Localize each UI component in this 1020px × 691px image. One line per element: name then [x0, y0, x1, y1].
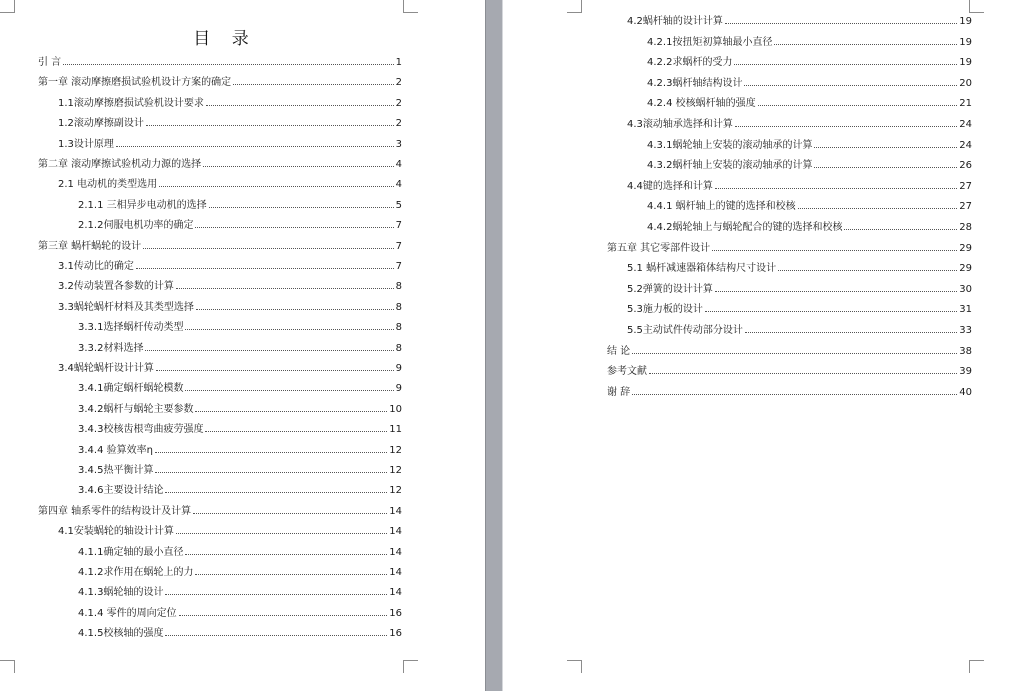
toc-entry[interactable]: [78, 321, 402, 335]
toc-entry-page: 14: [389, 526, 402, 538]
toc-entry[interactable]: [78, 382, 402, 396]
toc-dot-leader: [195, 403, 387, 412]
toc-entry-page: 27: [959, 180, 972, 192]
page-corner-mark: [969, 0, 984, 13]
toc-entry-page: 29: [959, 242, 972, 254]
toc-entry[interactable]: [627, 283, 972, 297]
toc-dot-leader: [195, 566, 387, 575]
toc-dot-leader: [116, 138, 394, 147]
toc-entry[interactable]: [78, 423, 402, 437]
toc-entry-page: 14: [389, 505, 402, 517]
toc-entry-page: 16: [389, 628, 402, 640]
toc-entry-label: 第四章 轴系零件的结构设计及计算: [38, 505, 192, 517]
toc-dot-leader: [632, 345, 957, 354]
toc-entry[interactable]: [647, 159, 972, 173]
page-corner-mark: [969, 660, 984, 673]
toc-entry-page: 24: [959, 119, 972, 130]
toc-entry-label: 2.1.1 三相异步电动机的选择: [78, 199, 207, 211]
toc-entry-page: 7: [395, 220, 402, 232]
toc-entry[interactable]: [78, 342, 402, 356]
toc-entry-page: 31: [959, 304, 972, 316]
toc-entry-page: 8: [395, 301, 402, 313]
toc-dot-leader: [206, 97, 394, 106]
toc-dot-leader: [185, 321, 393, 330]
toc-entry-label: 3.2传动装置各参数的计算: [58, 281, 174, 293]
toc-entry-label: 4.4.1 蜗杆轴上的键的选择和校核: [647, 201, 796, 213]
toc-dot-leader: [185, 382, 393, 391]
toc-entry[interactable]: [627, 303, 972, 317]
document-page-left: [0, 0, 485, 691]
toc-dot-leader: [155, 444, 387, 453]
toc-entry-label: 4.1.2求作用在蜗轮上的力: [78, 567, 194, 578]
toc-entry[interactable]: [647, 36, 972, 50]
toc-dot-leader: [734, 56, 957, 65]
toc-entry-page: 28: [959, 222, 972, 233]
toc-entry[interactable]: [647, 77, 972, 91]
page-gutter-edge: [485, 0, 486, 691]
toc-entry[interactable]: [647, 97, 972, 111]
toc-dot-leader: [844, 221, 957, 230]
toc-dot-leader: [715, 283, 957, 292]
toc-entry-label: 5.2弹簧的设计计算: [627, 283, 713, 295]
toc-dot-leader: [632, 386, 957, 395]
toc-entry[interactable]: [38, 158, 402, 172]
toc-entry[interactable]: [607, 386, 972, 400]
toc-entry-page: 19: [959, 36, 972, 48]
toc-dot-leader: [159, 178, 394, 187]
toc-entry-label: 参考文献: [607, 366, 647, 378]
toc-entry-label: 第二章 滚动摩擦试验机动力源的选择: [38, 159, 202, 170]
toc-entry-page: 19: [959, 16, 972, 27]
toc-entry-label: 3.1传动比的确定: [58, 261, 134, 272]
toc-entry-page: 14: [389, 546, 402, 558]
toc-entry[interactable]: [58, 138, 402, 152]
toc-entry-page: 2: [395, 77, 402, 89]
toc-entry-label: 4.1.1确定轴的最小直径: [78, 546, 184, 558]
toc-entry-label: 2.1 电动机的类型选用: [58, 179, 158, 191]
toc-entry-label: 4.4.2蜗轮轴上与蜗轮配合的键的选择和校核: [647, 222, 843, 233]
toc-entry[interactable]: [78, 586, 402, 600]
toc-entry-label: 1.3设计原理: [58, 138, 114, 150]
document-page-right: [503, 0, 1020, 691]
toc-entry[interactable]: [627, 15, 972, 29]
toc-entry-label: 3.4.3校核齿根弯曲疲劳强度: [78, 424, 204, 436]
toc-entry[interactable]: [58, 362, 402, 376]
toc-entry-label: 4.2蜗杆轴的设计计算: [627, 16, 723, 27]
toc-entry-page: 7: [395, 261, 402, 272]
toc-entry[interactable]: [38, 240, 402, 254]
toc-entry-label: 2.1.2伺服电机功率的确定: [78, 220, 194, 232]
toc-entry[interactable]: [58, 178, 402, 192]
toc-entry-page: 1: [395, 57, 402, 68]
toc-dot-leader: [193, 505, 387, 514]
toc-entry[interactable]: [78, 627, 402, 641]
toc-dot-leader: [136, 260, 394, 269]
toc-entry[interactable]: [38, 76, 402, 90]
toc-entry-label: 结 论: [607, 345, 631, 357]
toc-entry[interactable]: [607, 242, 972, 256]
toc-entry-label: 4.2.1按扭矩初算轴最小直径: [647, 36, 773, 48]
toc-entry[interactable]: [78, 403, 402, 417]
toc-dot-leader: [233, 76, 393, 85]
toc-entry-page: 8: [395, 281, 402, 293]
toc-entry[interactable]: [647, 139, 972, 153]
toc-dot-leader: [179, 607, 388, 616]
toc-dot-leader: [758, 97, 958, 106]
toc-entry-page: 8: [395, 322, 402, 334]
toc-dot-leader: [745, 324, 957, 333]
toc-dot-leader: [143, 240, 393, 249]
toc-entry-page: 5: [395, 199, 402, 211]
toc-entry[interactable]: [58, 97, 402, 111]
toc-dot-leader: [165, 484, 387, 493]
toc-entry[interactable]: [647, 56, 972, 70]
toc-entry-label: 4.1.3蜗轮轴的设计: [78, 587, 164, 599]
toc-entry-label: 3.3蜗轮蜗杆材料及其类型选择: [58, 301, 194, 313]
toc-entry-page: 14: [389, 567, 402, 578]
page-corner-mark: [0, 660, 15, 673]
toc-entry-label: 4.1.5校核轴的强度: [78, 628, 164, 640]
toc-entry-label: 第一章 滚动摩擦磨损试验机设计方案的确定: [38, 77, 232, 89]
toc-entry[interactable]: [627, 118, 972, 132]
toc-dot-leader: [712, 242, 957, 251]
toc-dot-leader: [205, 423, 387, 432]
page-corner-mark: [403, 660, 418, 673]
toc-dot-leader: [744, 77, 957, 86]
toc-entry[interactable]: [607, 345, 972, 359]
toc-entry-label: 引 言: [38, 57, 62, 68]
toc-entry[interactable]: [78, 566, 402, 580]
page-gutter: [486, 0, 502, 691]
toc-dot-leader: [195, 219, 393, 228]
toc-entry-label: 第五章 其它零部件设计: [607, 242, 711, 254]
toc-entry-label: 4.2.3蜗杆轴结构设计: [647, 77, 743, 89]
toc-entry-page: 7: [395, 240, 402, 252]
toc-entry-page: 12: [389, 444, 402, 456]
toc-entry-page: 4: [395, 179, 402, 191]
toc-dot-leader: [705, 303, 957, 312]
toc-entry-label: 第三章 蜗杆蜗轮的设计: [38, 240, 142, 252]
toc-entry-page: 8: [395, 342, 402, 354]
toc-entry-page: 38: [959, 345, 972, 357]
toc-entry-label: 4.3.2蜗杆轴上安装的滚动轴承的计算: [647, 160, 813, 172]
toc-entry-label: 3.3.1选择蜗杆传动类型: [78, 322, 184, 334]
toc-dot-leader: [774, 36, 957, 45]
toc-entry[interactable]: [78, 484, 402, 498]
toc-entry-label: 3.3.2材料选择: [78, 342, 144, 354]
toc-dot-leader: [156, 362, 394, 371]
toc-dot-leader: [814, 159, 957, 168]
toc-entry-page: 16: [389, 607, 402, 619]
toc-dot-leader: [725, 15, 957, 24]
toc-entry-page: 11: [389, 424, 402, 436]
toc-entry[interactable]: [58, 525, 402, 539]
toc-dot-leader: [165, 627, 387, 636]
toc-entry-page: 19: [959, 57, 972, 69]
toc-entry[interactable]: [627, 324, 972, 338]
toc-entry-label: 5.3施力板的设计: [627, 304, 703, 316]
toc-entry-label: 5.1 蜗杆减速器箱体结构尺寸设计: [627, 263, 777, 275]
toc-entry-label: 4.2.4 校核蜗杆轴的强度: [647, 98, 756, 110]
toc-dot-leader: [145, 342, 393, 351]
toc-entry[interactable]: [627, 262, 972, 276]
toc-dot-leader: [649, 365, 957, 374]
toc-dot-leader: [155, 464, 387, 473]
toc-entry-label: 3.4.5热平衡计算: [78, 465, 154, 476]
toc-entry[interactable]: [78, 199, 402, 213]
toc-entry-page: 12: [389, 465, 402, 476]
toc-dot-leader: [63, 56, 393, 65]
page-corner-mark: [403, 0, 418, 13]
toc-dot-leader: [203, 158, 393, 167]
toc-title: 目 录: [193, 29, 257, 49]
toc-entry-label: 3.4.4 验算效率η: [78, 444, 153, 456]
toc-entry-page: 21: [959, 98, 972, 110]
toc-entry-page: 20: [959, 77, 972, 89]
toc-entry-page: 14: [389, 587, 402, 599]
toc-dot-leader: [798, 200, 958, 209]
page-corner-mark: [0, 0, 15, 13]
toc-entry-page: 33: [959, 325, 972, 336]
toc-entry[interactable]: [647, 200, 972, 214]
toc-dot-leader: [185, 546, 387, 555]
toc-entry[interactable]: [627, 180, 972, 194]
toc-entry[interactable]: [78, 219, 402, 233]
toc-entry-label: 3.4.6主要设计结论: [78, 485, 164, 497]
toc-entry-label: 4.2.2求蜗杆的受力: [647, 57, 733, 69]
toc-entry-page: 40: [959, 386, 972, 398]
toc-entry[interactable]: [58, 117, 402, 131]
toc-entry-page: 12: [389, 485, 402, 497]
toc-entry-page: 30: [959, 283, 972, 295]
toc-entry[interactable]: [78, 607, 402, 621]
toc-entry-label: 1.2滚动摩擦副设计: [58, 118, 144, 130]
page-corner-mark: [567, 660, 582, 673]
toc-entry-page: 26: [959, 160, 972, 172]
toc-dot-leader: [176, 280, 394, 289]
toc-dot-leader: [735, 118, 957, 127]
toc-entry-label: 3.4蜗轮蜗杆设计计算: [58, 363, 154, 374]
toc-entry-page: 4: [395, 159, 402, 170]
toc-entry-label: 谢 辞: [607, 386, 631, 398]
toc-entry[interactable]: [78, 464, 402, 478]
toc-entry-label: 4.1安装蜗轮的轴设计计算: [58, 526, 174, 538]
toc-dot-leader: [165, 586, 387, 595]
toc-entry[interactable]: [78, 444, 402, 458]
toc-entry[interactable]: [58, 280, 402, 294]
toc-dot-leader: [814, 139, 957, 148]
toc-entry[interactable]: [58, 260, 402, 274]
toc-entry-page: 3: [395, 138, 402, 150]
toc-entry-page: 29: [959, 263, 972, 275]
toc-entry[interactable]: [647, 221, 972, 235]
toc-dot-leader: [209, 199, 394, 208]
toc-entry-label: 3.4.2蜗杆与蜗轮主要参数: [78, 403, 194, 415]
toc-entry-label: 5.5主动试件传动部分设计: [627, 325, 743, 336]
toc-entry-page: 2: [395, 97, 402, 109]
toc-entry-page: 9: [395, 383, 402, 395]
toc-entry-page: 2: [395, 118, 402, 130]
toc-entry-page: 24: [959, 139, 972, 151]
toc-entry[interactable]: [78, 546, 402, 560]
toc-entry[interactable]: [58, 301, 402, 315]
toc-dot-leader: [146, 117, 394, 126]
toc-entry-page: 10: [389, 403, 402, 415]
toc-entry[interactable]: [38, 56, 402, 70]
toc-entry[interactable]: [38, 505, 402, 519]
toc-entry-page: 27: [959, 201, 972, 213]
toc-entry-label: 4.1.4 零件的周向定位: [78, 607, 177, 619]
toc-dot-leader: [715, 180, 957, 189]
toc-entry-page: 39: [959, 366, 972, 378]
toc-dot-leader: [778, 262, 957, 271]
toc-dot-leader: [176, 525, 387, 534]
toc-entry-label: 4.4键的选择和计算: [627, 180, 713, 192]
toc-entry-label: 3.4.1确定蜗杆蜗轮模数: [78, 383, 184, 395]
page-corner-mark: [567, 0, 582, 13]
toc-dot-leader: [196, 301, 394, 310]
toc-entry[interactable]: [607, 365, 972, 379]
toc-entry-page: 9: [395, 363, 402, 374]
toc-entry-label: 1.1滚动摩擦磨损试验机设计要求: [58, 97, 204, 109]
toc-entry-label: 4.3滚动轴承选择和计算: [627, 119, 733, 130]
toc-entry-label: 4.3.1蜗轮轴上安装的滚动轴承的计算: [647, 139, 813, 151]
